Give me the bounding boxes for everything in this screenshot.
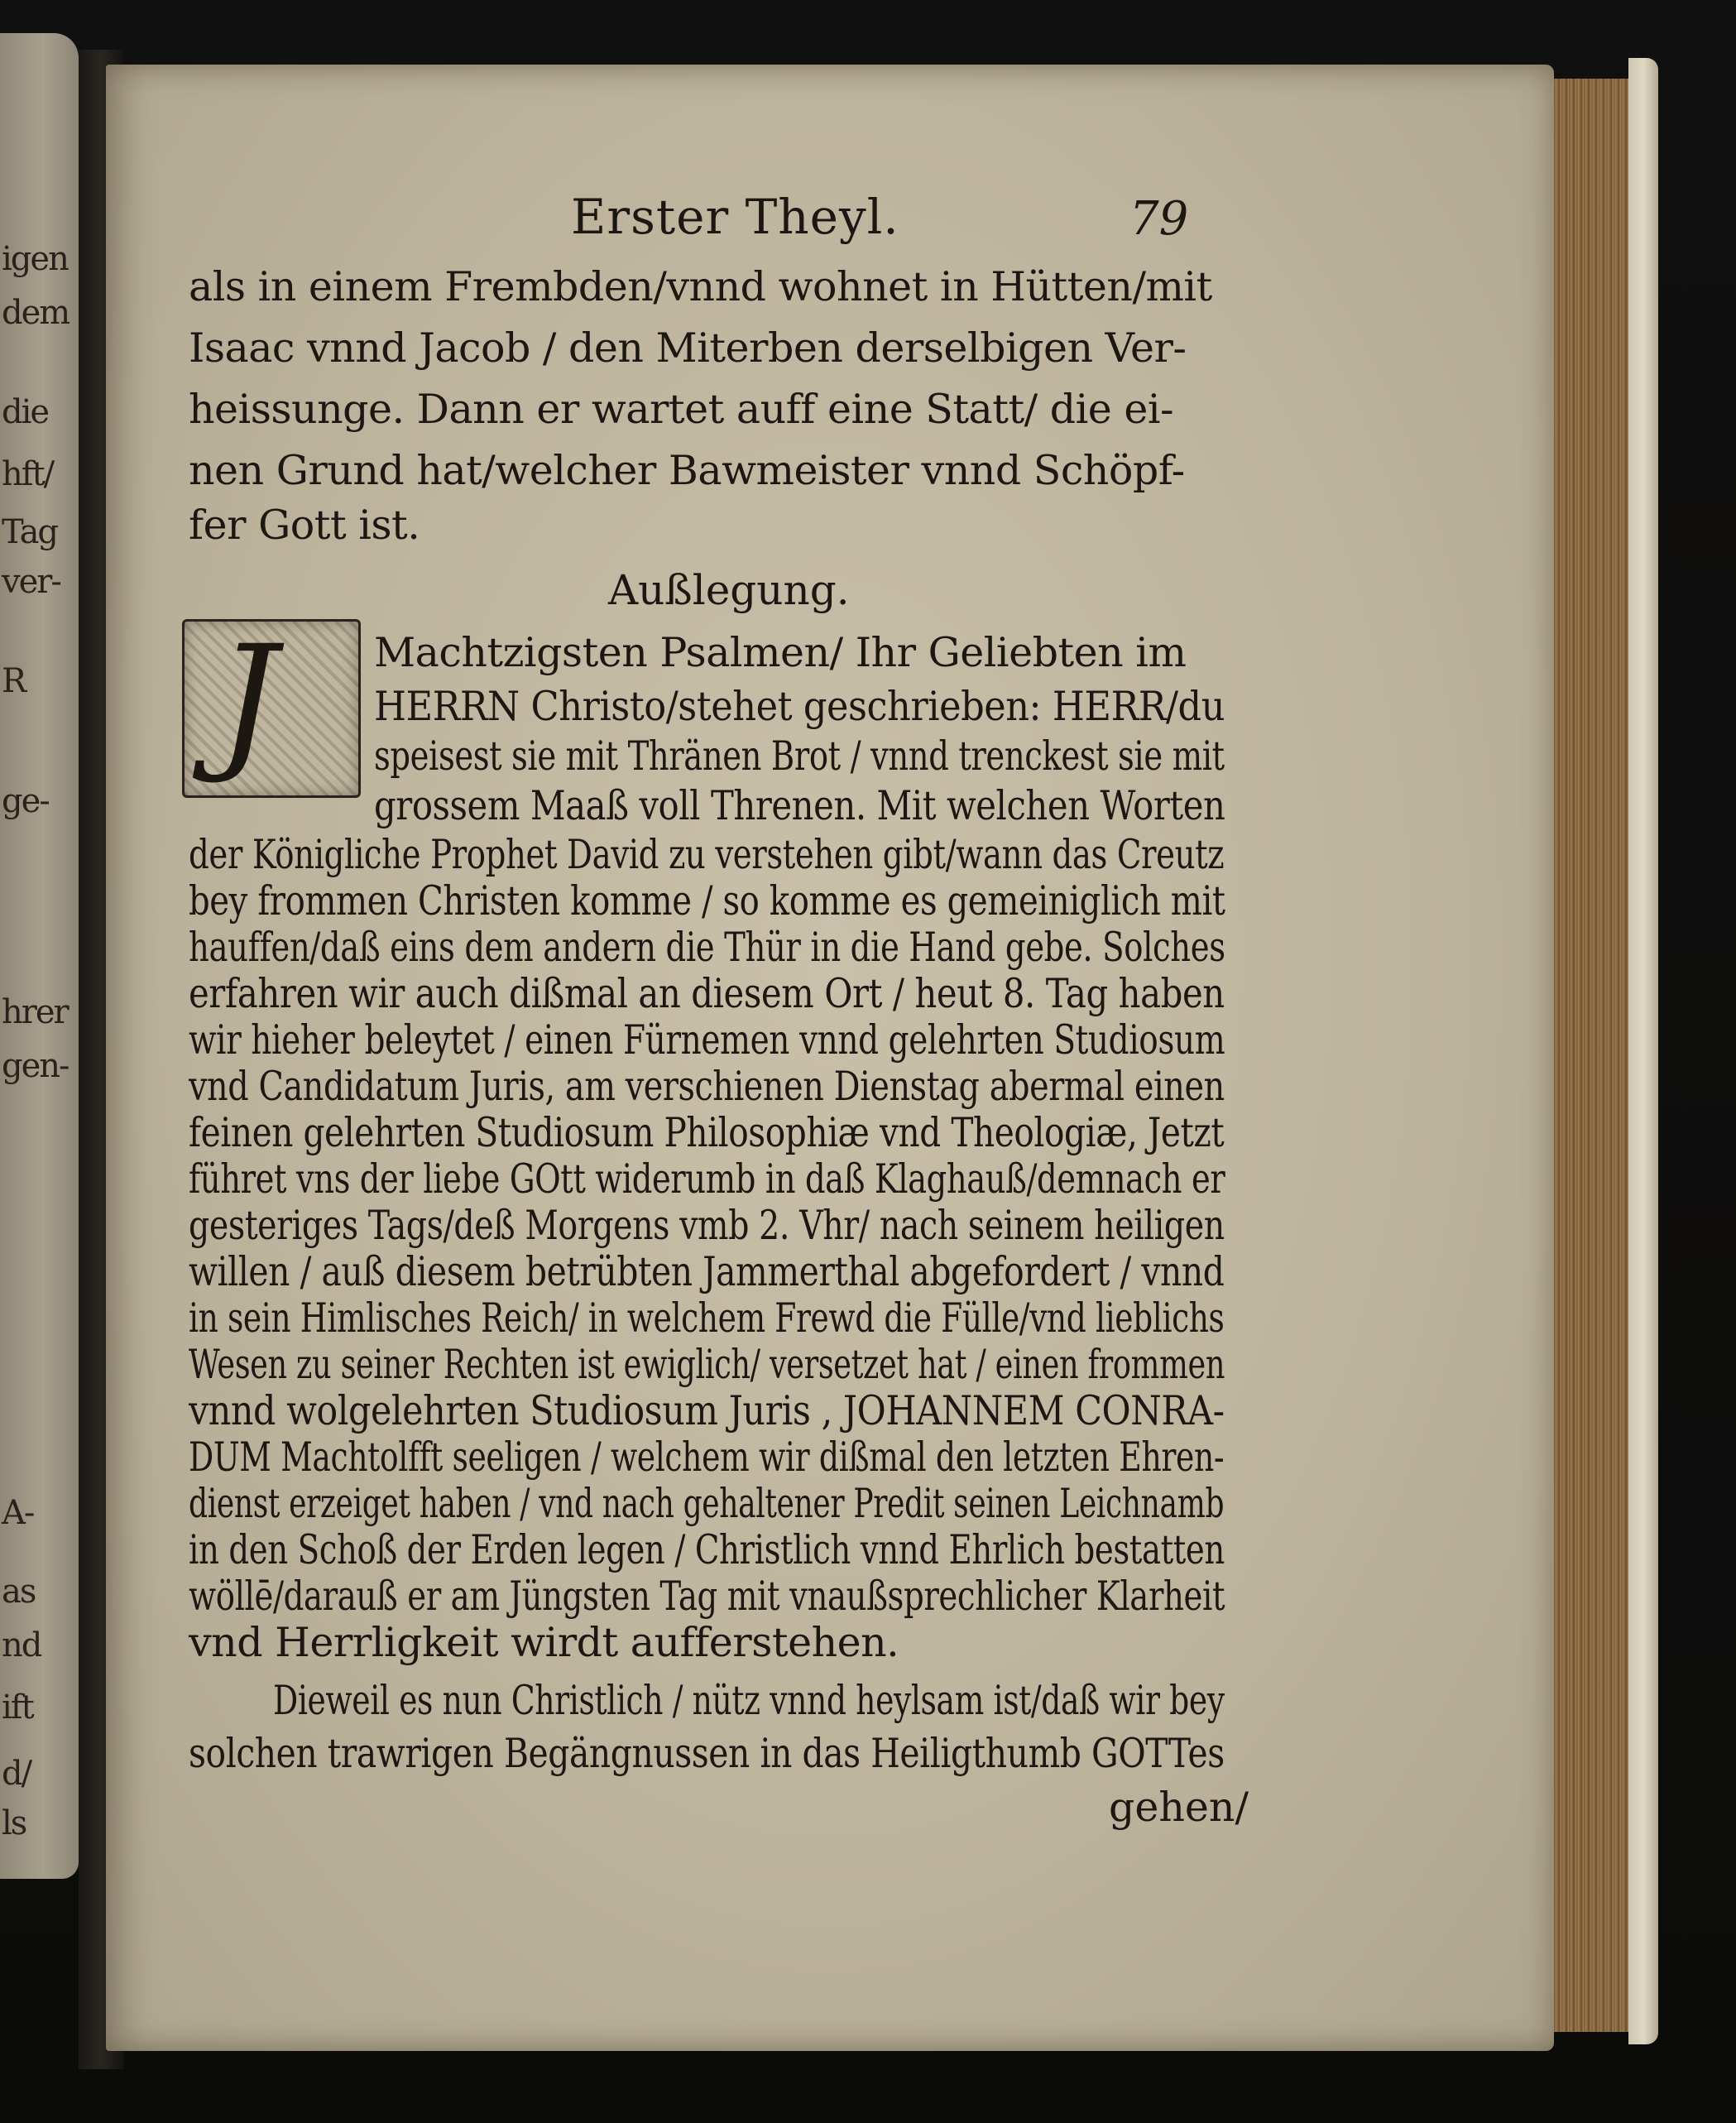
text-line: grossem Maaß voll Threnen. Mit welchen Worten [374, 782, 1225, 829]
text-line: hauffen/daß eins dem andern die Thür in die Hand gebe. Solches [189, 924, 1225, 971]
text-line: wöllē/darauß er am Jüngsten Tag mit vnaußsprechlicher Klarheit [189, 1573, 1225, 1620]
left-fragment: ift [2, 1688, 33, 1727]
text-line: führet vns der liebe GOtt widerumb in daß Klaghauß/demnach er [189, 1155, 1225, 1203]
text-line: Dieweil es nun Christlich / nütz vnnd heylsam ist/daß wir bey [273, 1677, 1225, 1724]
left-fragment: A- [2, 1494, 34, 1532]
left-fragment: ver- [2, 563, 60, 601]
text-line: erfahren wir auch dißmal an diesem Ort / heut 8. Tag haben [189, 970, 1225, 1017]
text-line: als in einem Frembden/vnnd wohnet in Hütten/mit [189, 263, 1212, 310]
decorated-initial [182, 614, 361, 798]
text-line: der Königliche Prophet David zu verstehen gibt/wann das Creutz [189, 831, 1225, 878]
text-line: feinen gelehrten Studiosum Philosophiæ vnd Theologiæ, Jetzt [189, 1109, 1225, 1156]
text-line: HERRN Christo/stehet geschrieben: HERR/du [374, 683, 1225, 730]
text-line: in sein Himlisches Reich/ in welchem Frewd die Fülle/vnd lieblichs [189, 1294, 1225, 1342]
left-fragment: igen [2, 240, 68, 278]
text-line: gesteriges Tags/deß Morgens vmb 2. Vhr/ nach seinem heiligen [189, 1202, 1225, 1249]
text-line: heissunge. Dann er wartet auff eine Statt/ die ei- [189, 386, 1174, 433]
text-line: vnd Herrligkeit wirdt aufferstehen. [189, 1619, 899, 1666]
left-fragment: nd [2, 1626, 41, 1664]
text-line: wir hieher beleytet / einen Fürnemen vnnd gelehrten Studiosum [189, 1016, 1225, 1064]
text-line: vnd Candidatum Juris, am verschienen Dienstag abermal einen [189, 1063, 1225, 1110]
left-fragment: die [2, 393, 49, 431]
left-fragment: dem [2, 294, 70, 332]
text-line: nen Grund hat/welcher Bawmeister vnnd Schöpf- [189, 447, 1185, 494]
running-head: Erster Theyl. [571, 189, 899, 245]
left-fragment: ls [2, 1804, 26, 1842]
text-line: Machtzigsten Psalmen/ Ihr Geliebten im [374, 629, 1187, 676]
text-line: in den Schoß der Erden legen / Christlich vnnd Ehrlich bestatten [189, 1526, 1225, 1573]
text-line: bey frommen Christen komme / so komme es gemeiniglich mit [189, 877, 1225, 925]
text-line: speisest sie mit Thränen Brot / vnnd trenckest sie mit [374, 732, 1225, 780]
left-fragment: hft/ [2, 455, 54, 493]
text-line: fer Gott ist. [189, 502, 420, 549]
text-line: dienst erzeiget haben / vnd nach gehaltener Predit seinen Leichnamb [189, 1480, 1225, 1527]
text-line: Wesen zu seiner Rechten ist ewiglich/ versetzet hat / einen frommen [189, 1341, 1225, 1388]
left-fragment: d/ [2, 1755, 31, 1793]
text-line: willen / auß diesem betrübten Jammerthal abgefordert / vnnd [189, 1248, 1225, 1295]
left-page-strip [0, 33, 79, 1879]
left-fragment: R [2, 662, 26, 700]
page-edges [1554, 79, 1628, 2032]
left-fragment: hrer [2, 993, 68, 1031]
section-heading: Außlegung. [608, 566, 850, 614]
left-fragment: gen- [2, 1047, 69, 1085]
text-line: Isaac vnnd Jacob / den Miterben derselbigen Ver- [189, 324, 1187, 372]
cover-edge [1628, 58, 1658, 2044]
catchword: gehen/ [1109, 1784, 1249, 1831]
text-line: solchen trawrigen Begängnussen in das Heiligthumb GOTTes [189, 1730, 1225, 1777]
left-fragment: ge- [2, 782, 49, 820]
left-fragment: Tag [2, 513, 58, 551]
text-line: DUM Machtolfft seeligen / welchem wir dißmal den letzten Ehren- [189, 1434, 1225, 1481]
left-fragment: as [2, 1573, 36, 1611]
text-line: vnnd wolgelehrten Studiosum Juris , JOHANNEM CONRA- [189, 1387, 1225, 1434]
page-number: 79 [1129, 192, 1189, 246]
drop-cap-letter: J [218, 614, 278, 787]
